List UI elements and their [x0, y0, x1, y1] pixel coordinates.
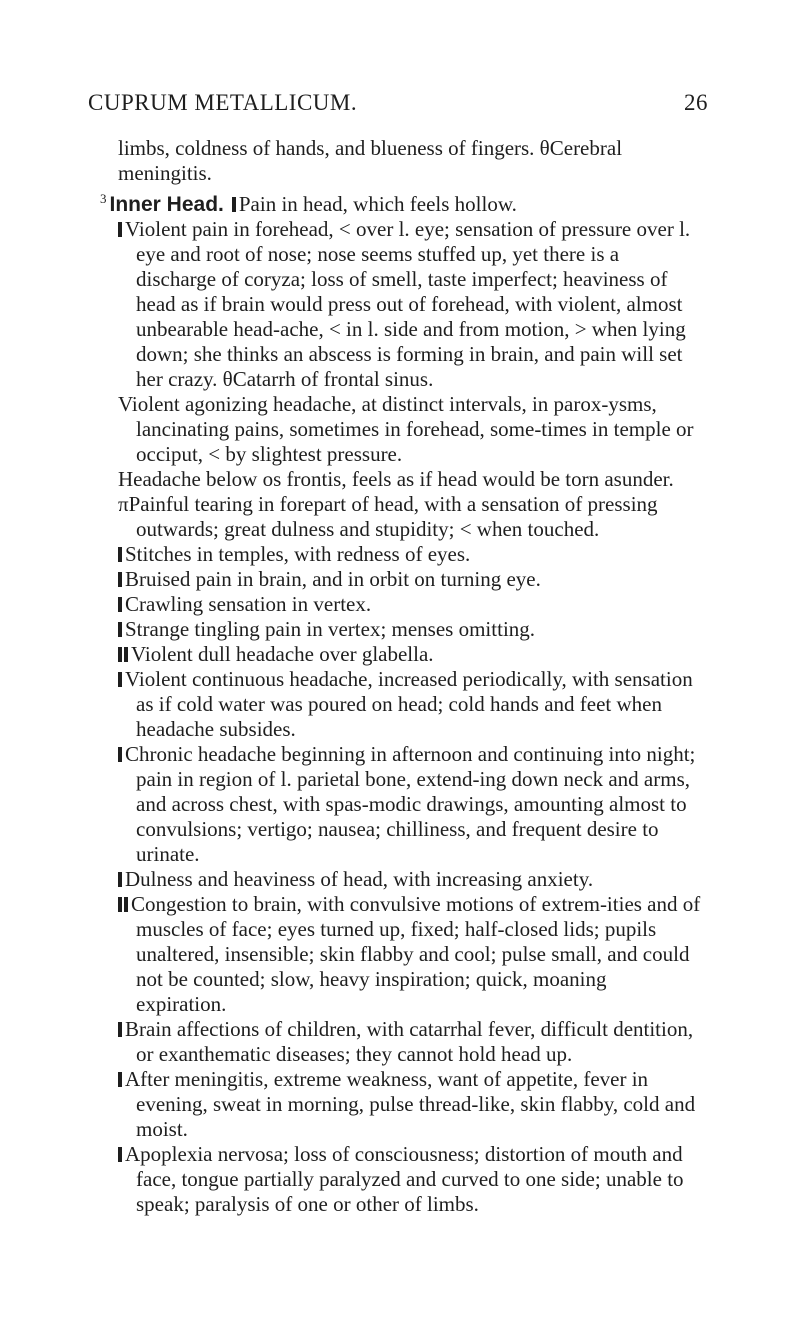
page-number: 26: [684, 90, 708, 115]
paragraph-text: Violent pain in forehead, < over l. eye; sensation of pressure over l. eye and root of nose; nose seems stuffed up, yet there is a discharge of coryza; loss of smell, taste imperfect; heaviness of head as if brain would press out of forehead, with violent, almost unbearable head-ache, < in l. side and from motion, > when lying down; she thinks an abscess is forming in brain, and pain will set her crazy. θCatarrh of frontal sinus.: [125, 217, 691, 391]
paragraph: [118, 1017, 702, 1067]
paragraph-text: Crawling sensation in vertex.: [125, 592, 372, 616]
paragraph-text: Violent dull headache over glabella.: [131, 642, 434, 666]
paragraph: [118, 592, 702, 617]
emphasis-marker: [118, 1147, 122, 1162]
page-body: [100, 136, 702, 1217]
emphasis-marker: [118, 622, 122, 637]
emphasis-marker: [118, 222, 122, 237]
paragraph-text: Bruised pain in brain, and in orbit on turning eye.: [125, 567, 541, 591]
paragraph-text: πPainful tearing in forepart of head, with a sensation of pressing outwards; great dulness and stupidity; < when touched.: [118, 492, 658, 541]
paragraph: [118, 217, 702, 392]
paragraph-text: Pain in head, which feels hollow.: [238, 192, 517, 216]
paragraph-text: Stitches in temples, with redness of eyes.: [125, 542, 471, 566]
paragraph: [118, 867, 702, 892]
paragraph-text: Chronic headache beginning in afternoon and continuing into night; pain in region of l. parietal bone, extend-ing down neck and arms, and across chest, with spas-modic drawings, amounting almost to convulsions; vertigo; nausea; chilliness, and frequent desire to urinate.: [125, 742, 696, 866]
paragraph: [118, 1067, 702, 1142]
emphasis-marker: [118, 872, 122, 887]
paragraph: [118, 742, 702, 867]
section-number: 3: [100, 191, 107, 206]
emphasis-marker: [118, 747, 122, 762]
emphasis-marker: [118, 572, 122, 587]
emphasis-marker: [118, 1022, 122, 1037]
paragraph: [118, 492, 702, 542]
emphasis-marker: [118, 647, 122, 662]
paragraph: [118, 617, 702, 642]
paragraph: [118, 136, 702, 186]
paragraph-text: Apoplexia nervosa; loss of consciousness; distortion of mouth and face, tongue partially paralyzed and curved to one side; unable to speak; paralysis of one or other of limbs.: [125, 1142, 684, 1216]
paragraph-text: Brain affections of children, with catarrhal fever, difficult dentition, or exanthematic diseases; they cannot hold head up.: [125, 1017, 694, 1066]
running-title: CUPRUM METALLICUM.: [88, 90, 358, 115]
section-heading: Inner Head.: [109, 193, 224, 216]
paragraph-text: Headache below os frontis, feels as if head would be torn asunder.: [118, 467, 674, 491]
paragraph-text: limbs, coldness of hands, and blueness of fingers. θCerebral meningitis.: [118, 136, 623, 185]
emphasis-marker: [118, 897, 122, 912]
emphasis-marker: [118, 1072, 122, 1087]
emphasis-marker: [118, 547, 122, 562]
paragraph-text: Dulness and heaviness of head, with increasing anxiety.: [125, 867, 594, 891]
paragraph-text: After meningitis, extreme weakness, want of appetite, fever in evening, sweat in morning, pulse thread-like, skin flabby, cold and moist.: [125, 1067, 696, 1141]
paragraph: [118, 567, 702, 592]
paragraph: [118, 392, 702, 467]
paragraph-text: Violent continuous headache, increased periodically, with sensation as if cold water was poured on head; cold hands and feet when headache subsides.: [125, 667, 693, 741]
emphasis-marker: [118, 597, 122, 612]
paragraph: [118, 667, 702, 742]
paragraph: [118, 1142, 702, 1217]
paragraph: [118, 467, 702, 492]
paragraph: [118, 542, 702, 567]
emphasis-marker: [124, 647, 128, 662]
emphasis-marker: [232, 197, 236, 212]
paragraph-text: Violent agonizing headache, at distinct intervals, in parox-ysms, lancinating pains, sometimes in forehead, some-times in temple or occiput, < by slightest pressure.: [118, 392, 694, 466]
paragraph-text: Congestion to brain, with convulsive motions of extrem-ities and of muscles of face; eyes turned up, fixed; half-closed lids; pupils unaltered, insensible; skin flabby and cool; pulse small, and could not be counted; slow, heavy inspiration; quick, moaning expiration.: [131, 892, 701, 1016]
paragraph: [118, 892, 702, 1017]
paragraph-text: Strange tingling pain in vertex; menses omitting.: [125, 617, 536, 641]
emphasis-marker: [124, 897, 128, 912]
section-heading-paragraph: [100, 186, 702, 217]
paragraph: [118, 642, 702, 667]
emphasis-marker: [118, 672, 122, 687]
